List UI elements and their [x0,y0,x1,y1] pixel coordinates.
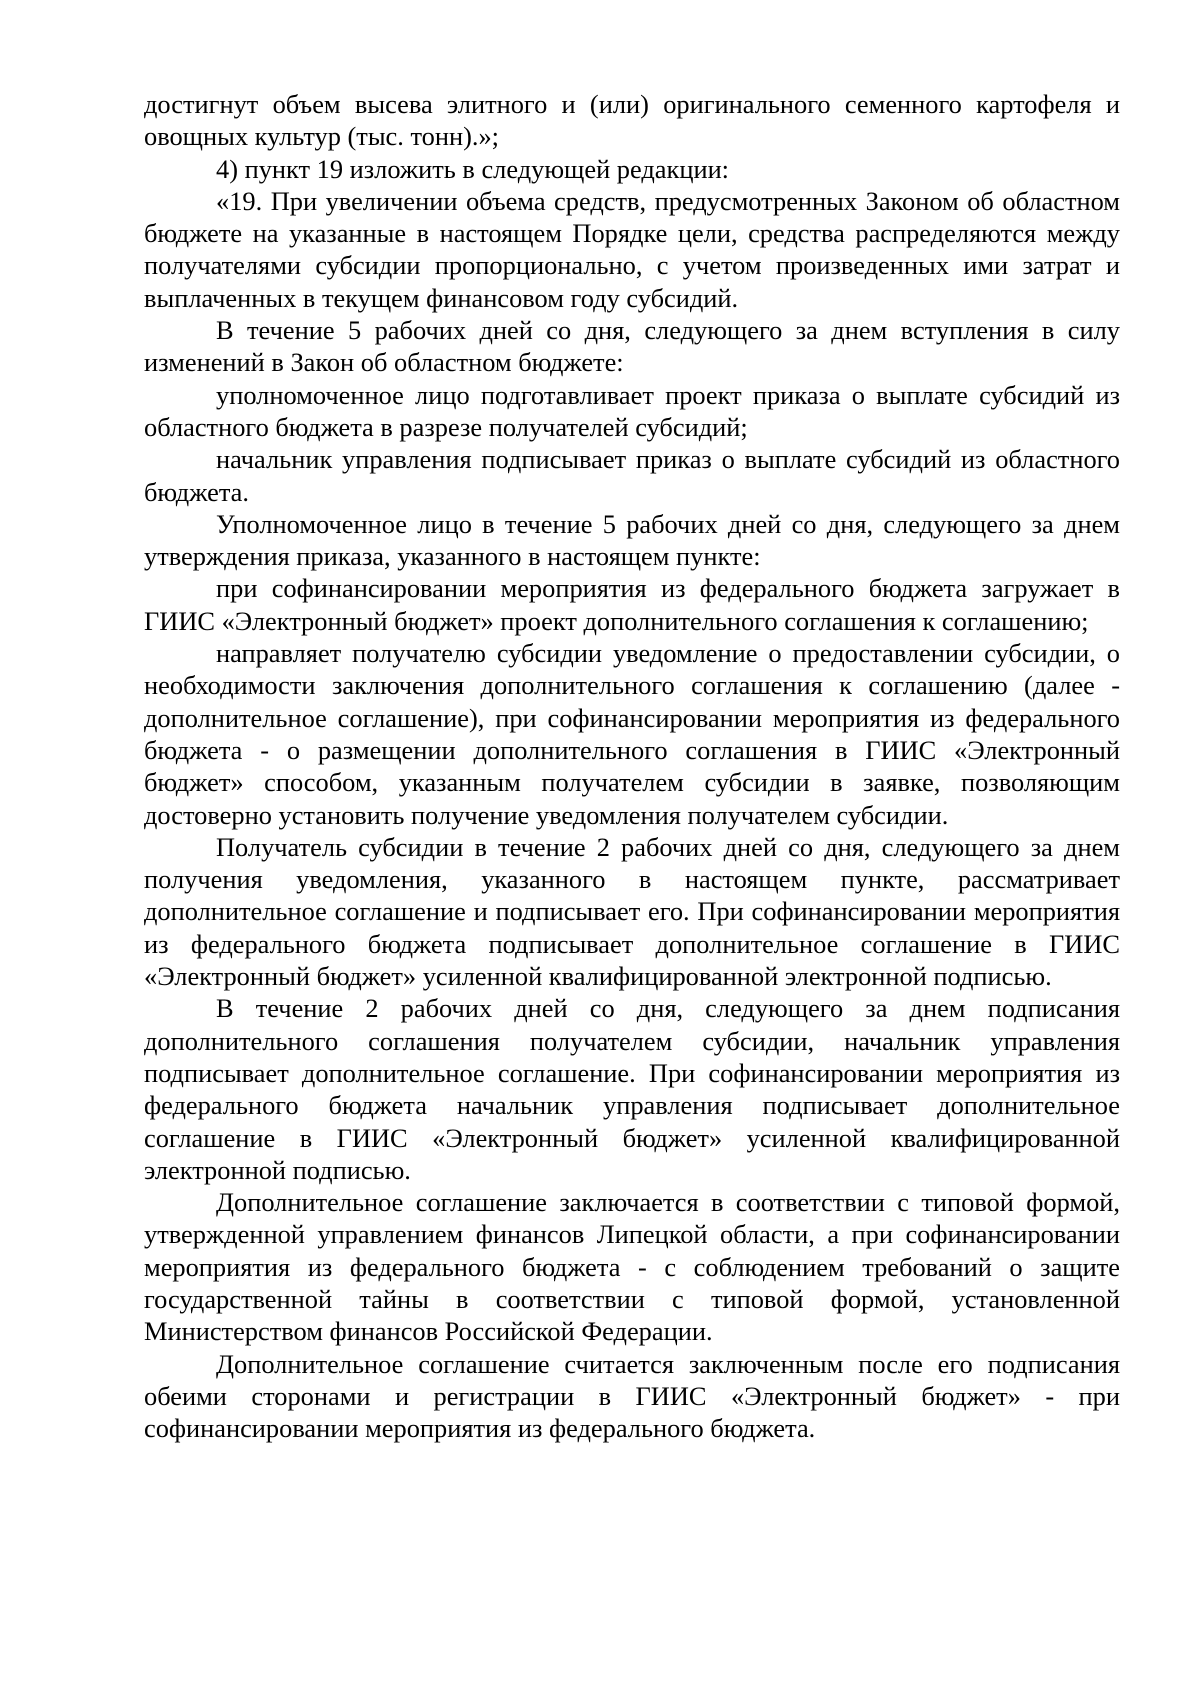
paragraph: начальник управления подписывает приказ о выплате субсидий из областного бюджета. [144,444,1120,507]
paragraph-point-19: «19. При увеличении объема средств, предусмотренных Законом об областном бюджете на указанные в настоящем Порядке цели, средства распределяются между получателями субсидии пропорционально, с учетом произведенных ими затрат и выплаченных в текущем финансовом году субсидий. [144,185,1120,313]
paragraph: уполномоченное лицо подготавливает проект приказа о выплате субсидий из областного бюджета в разрезе получателей субсидий; [144,379,1120,442]
paragraph: направляет получателю субсидии уведомление о предоставлении субсидии, о необходимости заключения дополнительного соглашения к соглашению (далее - дополнительное соглашение), при софинансировании мероприятия из федерального бюджета - о размещении дополнительного соглашения в ГИИС «Электронный бюджет» способом, указанным получателем субсидии в заявке, позволяющим достоверно установить получение уведомления получателем субсидии. [144,638,1120,830]
paragraph: В течение 5 рабочих дней со дня, следующего за днем вступления в силу изменений в Закон об областном бюджете: [144,315,1120,378]
paragraph-item-4: 4) пункт 19 изложить в следующей редакции: [216,153,730,184]
paragraph: при софинансировании мероприятия из федерального бюджета загружает в ГИИС «Электронный бюджет» проект дополнительного соглашения к соглашению; [144,573,1120,636]
paragraph: В течение 2 рабочих дней со дня, следующего за днем подписания дополнительного соглашения получателем субсидии, начальник управления подписывает дополнительное соглашение. При софинансировании мероприятия из федерального бюджета начальник управления подписывает дополнительное соглашение в ГИИС «Электронный бюджет» усиленной квалифицированной электронной подписью. [144,993,1120,1185]
document-body [144,88,1120,1444]
paragraph: Дополнительное соглашение заключается в соответствии с типовой формой, утвержденной управлением финансов Липецкой области, а при софинансировании мероприятия из федерального бюджета - с соблюдением требований о защите государственной тайны в соответствии с типовой формой, установленной Министерством финансов Российской Федерации. [144,1187,1120,1347]
paragraph-continuation: достигнут объем высева элитного и (или) оригинального семенного картофеля и овощных культур (тыс. тонн).»; [144,89,1120,152]
paragraph: Уполномоченное лицо в течение 5 рабочих дней со дня, следующего за днем утверждения приказа, указанного в настоящем пункте: [144,508,1120,572]
paragraph: Дополнительное соглашение считается заключенным после его подписания обеими сторонами и регистрации в ГИИС «Электронный бюджет» - при софинансировании мероприятия из федерального бюджета. [144,1348,1120,1444]
paragraph: Получатель субсидии в течение 2 рабочих дней со дня, следующего за днем получения уведомления, указанного в настоящем пункте, рассматривает дополнительное соглашение и подписывает его. При софинансировании мероприятия из федерального бюджета подписывает дополнительное соглашение в ГИИС «Электронный бюджет» усиленной квалифицированной электронной подписью. [144,831,1120,992]
